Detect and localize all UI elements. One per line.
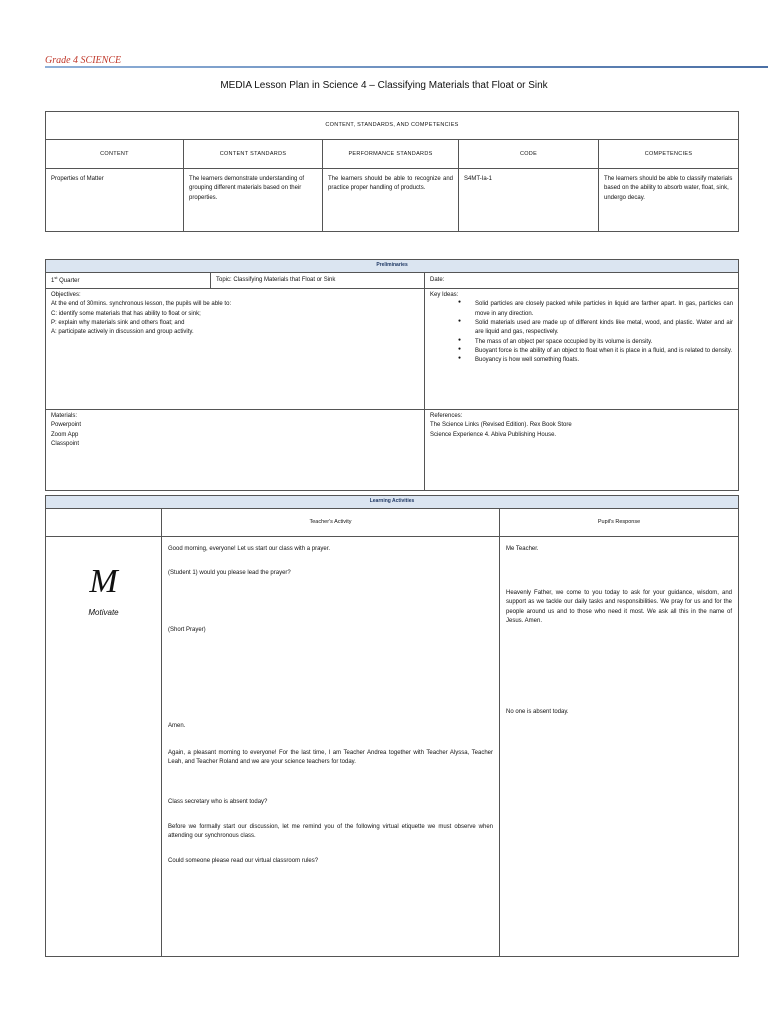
pupil-line: Me Teacher. <box>506 545 539 552</box>
key-idea-item: ● Buoyant force is the ability of an object to float when it is place in a fluid, and is related to density. <box>430 347 733 356</box>
reference-item: The Science Links (Revised Edition). Rex Book Store <box>430 422 572 429</box>
column-header-competencies: COMPETENCIES <box>599 140 739 169</box>
key-idea-item: ● Solid materials used are made up of different kinds like metal, wood, and plastic. Water and air are liquid and gas, respectively. <box>430 319 733 338</box>
objective-line: P: explain why materials sink and others float; and <box>51 319 185 326</box>
objective-line: C: identify some materials that has ability to float or sink; <box>51 310 201 317</box>
content-cell: Properties of Matter <box>46 169 184 232</box>
key-idea-item: ● Solid particles are closely packed while particles in liquid are farther apart. In gas, particles can move in any direction. <box>430 300 733 319</box>
teacher-line: Good morning, everyone! Let us start our class with a prayer. <box>168 545 331 552</box>
learning-activities-band: Learning Activities <box>46 496 739 509</box>
teacher-activity-header: Teacher's Activity <box>162 508 500 536</box>
teacher-line: (Short Prayer) <box>168 627 206 634</box>
grade-header: Grade 4 SCIENCE <box>45 55 122 66</box>
pupil-response-cell <box>500 536 739 956</box>
references-cell <box>425 410 739 491</box>
topic-cell: Topic: Classifying Materials that Float or Sink <box>211 272 425 288</box>
column-header-performance-standards: PERFORMANCE STANDARDS <box>323 140 459 169</box>
quarter-word: Quarter <box>59 277 80 284</box>
column-header-content-standards: CONTENT STANDARDS <box>184 140 323 169</box>
quarter-cell <box>46 272 211 288</box>
key-idea-item: ● Buoyancy is how well something floats. <box>430 356 733 365</box>
column-header-content: CONTENT <box>46 140 184 169</box>
pupil-line: Heavenly Father, we come to you today to ask for your guidance, wisdom, and support as we tackle our daily tasks and responsibilities. We pray for us and for the people around us and to those who need it most. We ask all this in the name of Jesus. Amen. <box>506 590 733 624</box>
teacher-line: Before we formally start our discussion, let me remind you of the following virtual etiquette we must observe when attending our synchronous class. <box>168 823 493 840</box>
objectives-cell <box>46 289 425 410</box>
standards-table <box>45 111 739 232</box>
competencies-cell: The learners should be able to classify materials based on the ability to absorb water, float, sink, undergo decay. <box>599 169 739 232</box>
pupil-line: No one is absent today. <box>506 709 569 716</box>
teacher-line: (Student 1) would you please lead the prayer? <box>168 570 291 577</box>
performance-standards-cell: The learners should be able to recognize and practice proper handling of products. <box>323 169 459 232</box>
header-divider <box>45 66 768 68</box>
date-cell: Date: <box>425 272 739 288</box>
quarter-number: 1 <box>51 277 55 284</box>
key-idea-item: ● The mass of an object per space occupied by its volume is density. <box>430 338 733 347</box>
key-ideas-list <box>430 300 733 365</box>
preliminaries-band: Preliminaries <box>46 260 739 273</box>
phase-name: Motivate <box>88 607 119 617</box>
document-title: MEDIA Lesson Plan in Science 4 – Classifying Materials that Float or Sink <box>220 80 548 91</box>
teacher-line: Again, a pleasant morning to everyone! For the last time, I am Teacher Andrea together with Teacher Alyssa, Teacher Leah, and Teacher Roland and we are your science teachers for today. <box>168 749 493 766</box>
objective-line: A: participate actively in discussion and group activity. <box>51 329 194 336</box>
materials-cell <box>46 410 425 491</box>
material-item: Powerpoint <box>51 422 82 429</box>
reference-item: Science Experience 4. Abiva Publishing House. <box>430 431 557 438</box>
material-item: Classpoint <box>51 440 80 447</box>
pupil-response-header: Pupil's Response <box>500 508 739 536</box>
key-ideas-label: Key Ideas: <box>430 292 459 299</box>
phase-cell <box>46 536 162 956</box>
phase-column-header <box>46 508 162 536</box>
code-cell: S4MT-Ia-1 <box>459 169 599 232</box>
phase-letter: M <box>89 562 118 600</box>
preliminaries-table <box>45 259 739 491</box>
learning-activities-table <box>45 495 739 957</box>
standards-heading: CONTENT, STANDARDS, AND COMPETENCIES <box>46 112 739 140</box>
key-ideas-cell <box>425 289 739 410</box>
materials-label: Materials: <box>51 413 78 420</box>
teacher-line: Amen. <box>168 722 186 729</box>
teacher-activity-cell <box>162 536 500 956</box>
content-standards-cell: The learners demonstrate understanding of grouping different materials based on their properties. <box>184 169 323 232</box>
teacher-line: Could someone please read our virtual classroom rules? <box>168 858 319 865</box>
objective-line: At the end of 30mins. synchronous lesson, the pupils will be able to: <box>51 301 232 308</box>
references-label: References: <box>430 413 463 420</box>
teacher-line: Class secretary who is absent today? <box>168 798 268 805</box>
quarter-suffix: st <box>54 274 58 280</box>
column-header-code: CODE <box>459 140 599 169</box>
material-item: Zoom App <box>51 431 79 438</box>
objectives-label: Objectives: <box>51 292 81 299</box>
